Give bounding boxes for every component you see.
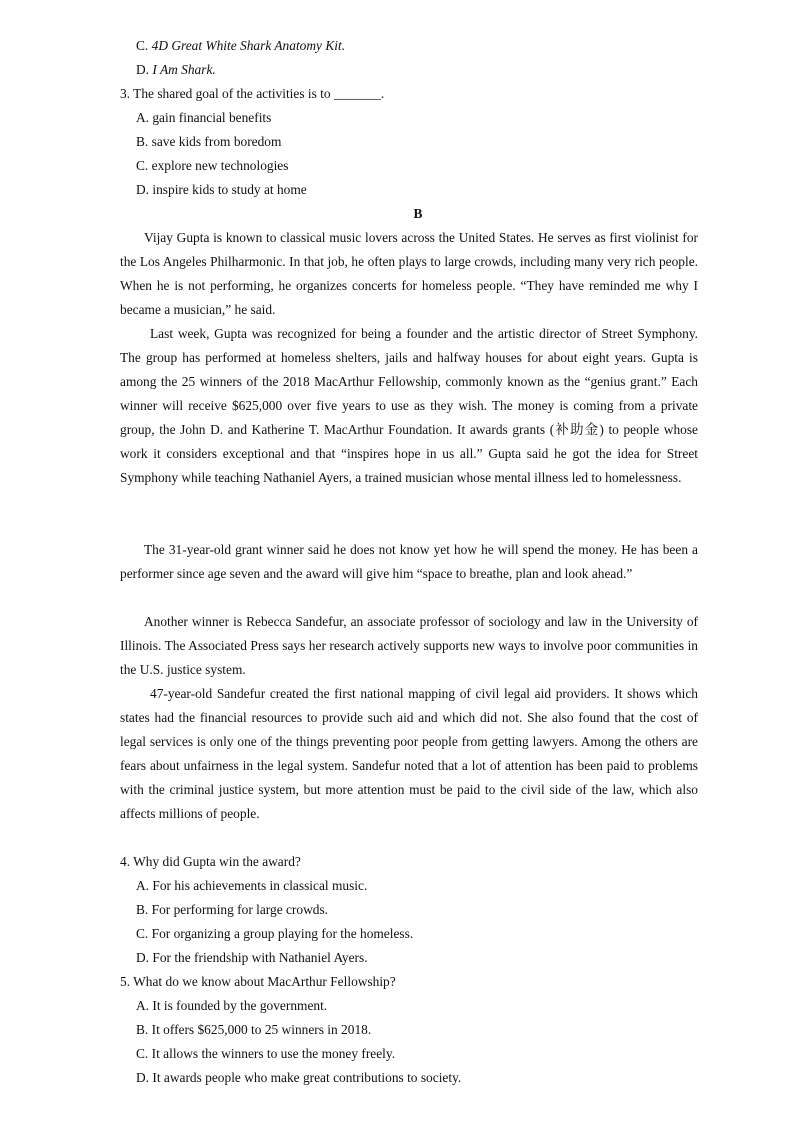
q2-option-d-title: I Am Shark. [152, 62, 216, 77]
q3-option-c: C. explore new technologies [136, 158, 289, 173]
q5-option-a: A. It is founded by the government. [136, 998, 328, 1013]
q4-option-c: C. For organizing a group playing for the homeless. [136, 926, 414, 941]
q2-option-d: D. I Am Shark. [136, 62, 216, 77]
passage-paragraph-4: Another winner is Rebecca Sandefur, an associate professor of sociology and law in the University of Illinois. The Associated Press says her research actively supports new ways to involve poor communities in the U.S. justice system. [120, 614, 698, 677]
q3-option-a: A. gain financial benefits [136, 110, 272, 125]
q2-option-c-title: 4D Great White Shark Anatomy Kit. [151, 38, 346, 53]
q5-option-b: B. It offers $625,000 to 25 winners in 2018. [136, 1022, 372, 1037]
q4-option-d: D. For the friendship with Nathaniel Ayers. [136, 950, 368, 965]
passage-paragraph-3: The 31-year-old grant winner said he does not know yet how he will spend the money. He has been a performer since age seven and the award will give him “space to breathe, plan and look ahead.” [120, 542, 698, 581]
q2-option-c: C. 4D Great White Shark Anatomy Kit. [136, 38, 346, 53]
q3-option-b: B. save kids from boredom [136, 134, 282, 149]
q5-option-d: D. It awards people who make great contributions to society. [136, 1070, 462, 1085]
passage-paragraph-2: Last week, Gupta was recognized for being a founder and the artistic director of Street Symphony. The group has performed at homeless shelters, jails and halfway houses for about eight years. Gupta is among the 25 winners of the 2018 MacArthur Fellowship, commonly known as the “genius grant.” Each winner will receive $625,000 over five years to use as they wish. The money is coming from a private group, the John D. and Katherine T. MacArthur Foundation. It awards grants (补助金) to people whose work it considers exceptional and that “inspires hope in us all.” Gupta said he got the idea for Street Symphony while teaching Nathaniel Ayers, a trained musician whose mental illness led to homelessness. [120, 326, 698, 485]
q4-stem: 4. Why did Gupta win the award? [120, 854, 301, 869]
passage-paragraph-1: Vijay Gupta is known to classical music lovers across the United States. He serves as first violinist for the Los Angeles Philharmonic. In that job, he often plays to large crowds, including many very rich people. When he is not performing, he organizes concerts for homeless people. “They have reminded me why I became a musician,” he said. [120, 230, 698, 317]
q3-stem: 3. The shared goal of the activities is to _______. [120, 86, 385, 101]
section-heading: B [413, 206, 423, 221]
passage-paragraph-5: 47-year-old Sandefur created the first national mapping of civil legal aid providers. It shows which states had the financial resources to provide such aid and which did not. She also found that the cost of legal services is only one of the things preventing poor people from getting lawyers. Among the others are fears about unfairness in the legal system. Sandefur noted that a lot of attention has been paid to problems with the criminal justice system, but more attention must be paid to the civil side of the law, which also affects millions of people. [120, 686, 698, 821]
q5-stem: 5. What do we know about MacArthur Fellowship? [120, 974, 396, 989]
q4-option-a: A. For his achievements in classical music. [136, 878, 368, 893]
q5-option-c: C. It allows the winners to use the money freely. [136, 1046, 396, 1061]
q4-option-b: B. For performing for large crowds. [136, 902, 329, 917]
q3-option-d: D. inspire kids to study at home [136, 182, 307, 197]
